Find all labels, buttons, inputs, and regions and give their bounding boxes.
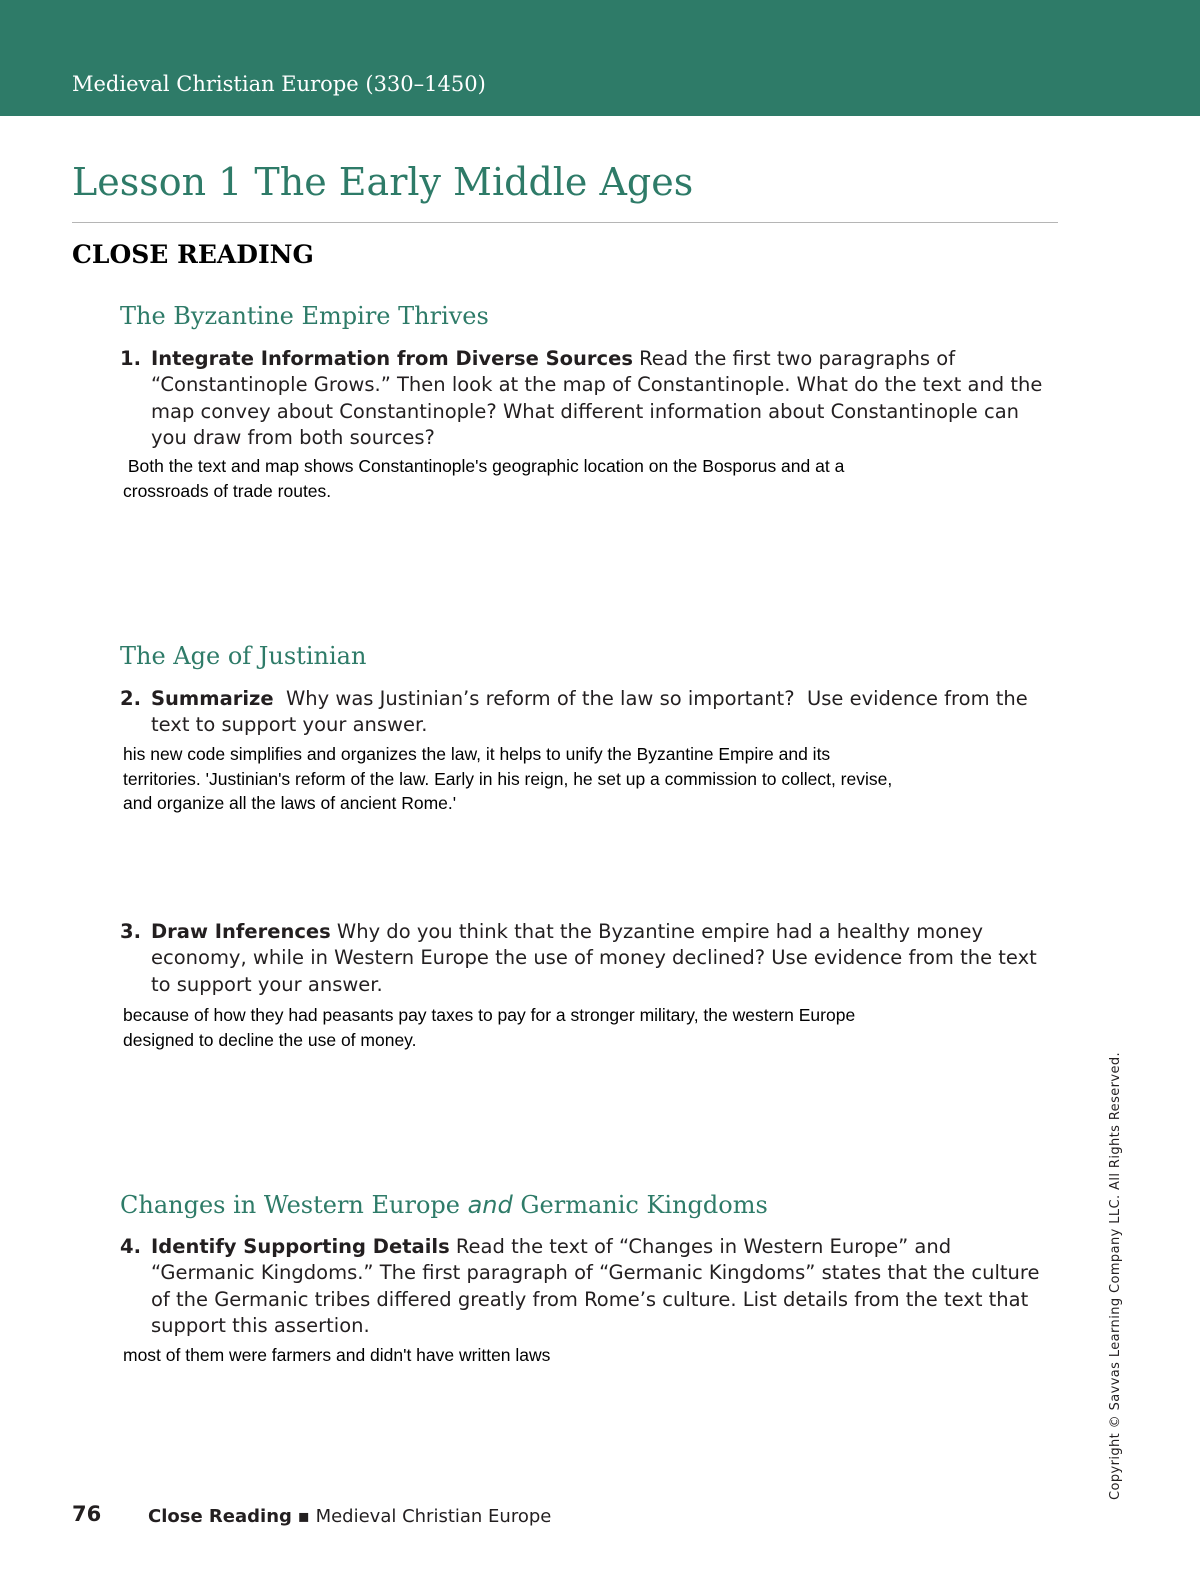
copyright-notice: Copyright © Savvas Learning Company LLC. All Rights Reserved. — [1108, 1051, 1123, 1500]
question-4 — [120, 1234, 1055, 1339]
section-heading-and: and — [467, 1191, 513, 1219]
answer-line: because of how they had peasants pay taxes to pay for a stronger military, the western Europe — [123, 1005, 856, 1025]
answer-line: territories. 'Justinian's reform of the law. Early in his reign, he set up a commission to collect, revise, — [123, 768, 893, 789]
question-prompt: Read the text of “Changes in Western Europe” and “Germanic Kingdoms.” The first paragraph of “Germanic Kingdoms” states that the culture of the Germanic tribes differed greatly from Rome’s culture. List details from the text that support this assertion. — [151, 1235, 1040, 1337]
question-prompt: Why was Justinian’s reform of the law so important? Use evidence from the text to support your answer. — [151, 687, 1034, 737]
question-skill: Summarize — [151, 687, 274, 710]
footer-label — [148, 1506, 551, 1527]
question-number: 4. — [120, 1235, 141, 1258]
answer-1[interactable] — [123, 454, 1023, 503]
answer-3[interactable] — [123, 1003, 1023, 1052]
footer-separator: ▪ — [291, 1506, 316, 1527]
question-prompt: Why do you think that the Byzantine empire had a healthy money economy, while in Western Europe the use of money declined? Use evidence from the text to support your answer. — [151, 920, 1037, 996]
answer-line: designed to decline the use of money. — [123, 1029, 417, 1050]
answer-line: most of them were farmers and didn't have written laws — [123, 1345, 551, 1365]
question-number: 1. — [120, 347, 141, 370]
question-text — [120, 1234, 1055, 1339]
question-text — [120, 919, 1055, 998]
question-skill: Integrate Information from Diverse Sources — [151, 347, 633, 370]
section-heading-part: Germanic Kingdoms — [512, 1191, 768, 1219]
close-reading-heading: CLOSE READING — [72, 240, 314, 269]
question-2 — [120, 686, 1055, 739]
question-prompt: Read the first two paragraphs of “Constantinople Grows.” Then look at the map of Constantinople. What do the text and the map convey about Constantinople? What different information about Constantinople can you draw from both sources? — [151, 347, 1043, 449]
question-text — [120, 686, 1055, 739]
answer-line: and organize all the laws of ancient Rome.' — [123, 793, 457, 814]
section-heading-part: Changes in Western Europe — [120, 1191, 468, 1219]
lesson-title: Lesson 1 The Early Middle Ages — [72, 160, 694, 204]
footer-label-rest: Medieval Christian Europe — [315, 1506, 552, 1527]
answer-line: Both the text and map shows Constantinople's geographic location on the Bosporus and at a — [123, 456, 845, 476]
footer-label-bold: Close Reading — [148, 1506, 292, 1527]
question-text — [120, 346, 1055, 451]
answer-2[interactable] — [123, 742, 1023, 816]
question-3 — [120, 919, 1055, 998]
question-skill: Draw Inferences — [151, 920, 331, 943]
question-skill: Identify Supporting Details — [151, 1235, 450, 1258]
question-1 — [120, 346, 1055, 451]
header-banner — [0, 0, 1200, 116]
section-heading-byzantine: The Byzantine Empire Thrives — [120, 302, 489, 330]
title-divider — [72, 222, 1058, 223]
answer-line: crossroads of trade routes. — [123, 480, 332, 501]
page-number: 76 — [72, 1502, 102, 1526]
section-heading-western-europe — [120, 1191, 768, 1219]
answer-4[interactable] — [123, 1343, 1023, 1368]
question-number: 3. — [120, 920, 141, 943]
banner-title: Medieval Christian Europe (330–1450) — [72, 72, 486, 96]
answer-line: his new code simplifies and organizes the law, it helps to unify the Byzantine Empire and its — [123, 744, 831, 764]
question-number: 2. — [120, 687, 141, 710]
section-heading-justinian: The Age of Justinian — [120, 642, 367, 670]
